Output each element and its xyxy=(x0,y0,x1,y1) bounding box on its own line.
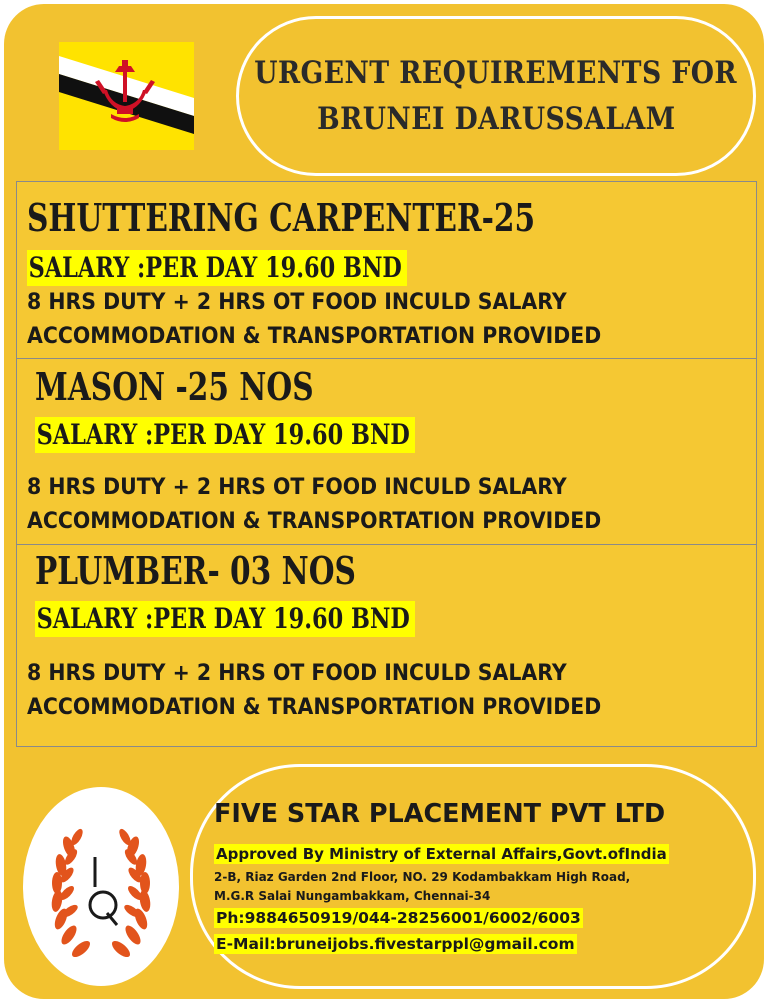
job-item-plumber xyxy=(17,544,756,746)
job-duty: 8 HRS DUTY + 2 HRS OT FOOD INCULD SALARY xyxy=(27,661,567,686)
job-salary: SALARY :PER DAY 19.60 BND xyxy=(27,250,407,286)
job-title: PLUMBER- 03 NOS xyxy=(35,548,356,593)
job-salary: SALARY :PER DAY 19.60 BND xyxy=(35,417,415,453)
brunei-flag-icon xyxy=(59,42,194,150)
laurel-wreath-logo-icon xyxy=(23,787,179,986)
job-title: SHUTTERING CARPENTER-25 xyxy=(27,195,536,240)
job-salary: SALARY :PER DAY 19.60 BND xyxy=(35,601,415,637)
address-line-2: M.G.R Salai Nungambakkam, Chennai-34 xyxy=(214,889,491,903)
job-title: MASON -25 NOS xyxy=(35,364,314,409)
title-line-2: BRUNEI DARUSSALAM xyxy=(316,101,676,137)
phone-line: Ph:9884650919/044-28256001/6002/6003 xyxy=(216,909,581,927)
title-line-1: URGENT REQUIREMENTS FOR xyxy=(254,55,738,91)
email-line: E-Mail:bruneijobs.fivestarppl@gmail.com xyxy=(216,935,575,953)
job-duty: 8 HRS DUTY + 2 HRS OT FOOD INCULD SALARY xyxy=(27,290,567,315)
company-logo xyxy=(20,784,182,989)
job-benefits: ACCOMMODATION & TRANSPORTATION PROVIDED xyxy=(27,324,602,349)
company-name: FIVE STAR PLACEMENT PVT LTD xyxy=(214,799,666,829)
approval-line: Approved By Ministry of External Affairs,Govt.ofIndia xyxy=(216,845,667,863)
job-duty: 8 HRS DUTY + 2 HRS OT FOOD INCULD SALARY xyxy=(27,475,567,500)
job-item-shuttering-carpenter xyxy=(17,182,756,358)
address-line-1: 2-B, Riaz Garden 2nd Floor, NO. 29 Kodambakkam High Road, xyxy=(214,870,631,884)
job-benefits: ACCOMMODATION & TRANSPORTATION PROVIDED xyxy=(27,509,602,534)
job-list xyxy=(16,181,757,747)
job-item-mason xyxy=(17,358,756,544)
poster-background xyxy=(4,4,764,999)
job-benefits: ACCOMMODATION & TRANSPORTATION PROVIDED xyxy=(27,695,602,720)
title-banner xyxy=(236,16,756,176)
